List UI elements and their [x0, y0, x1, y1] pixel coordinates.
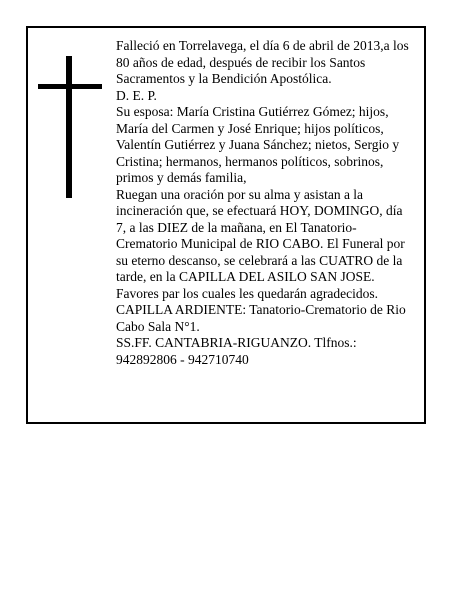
death-notice [26, 26, 426, 424]
rip-line: D. E. P. [116, 87, 157, 103]
cross-horizontal-bar [38, 84, 102, 89]
family-list: Su esposa: María Cristina Gutiérrez Gómez; hijos, María del Carmen y José Enrique; hijos políticos, Valentín Gutiérrez y Juana Sánchez; nietos, Sergio y Cristina; hermanos, hermanos políticos, sobrinos, primos y demás familia, [116, 104, 400, 185]
latin-cross-icon [38, 56, 102, 198]
cross-vertical-bar [66, 56, 72, 198]
death-announcement: Falleció en Torrelavega, el día 6 de abril de 2013,a los 80 años de edad, después de recibir los Santos Sacramentos y la Bendición Apostólica. [116, 38, 409, 86]
service-details: Ruegan una oración por su alma y asistan a la incineración que, se efectuará HOY, DOMINGO, día 7, a las DIEZ de la mañana, en El Tanatorio-Crematorio Municipal de RIO CABO. El Funeral por su eterno descanso, se celebrará a las CUATRO de la tarde, en la CAPILLA DEL ASILO SAN JOSE. Favores par los cuales les quedarán agradecidos. CAPILLA ARDIENTE: Tanatorio-Crematorio de Rio Cabo Sala N°1. [116, 186, 406, 334]
funeral-home-contact: SS.FF. CANTABRIA-RIGUANZO. Tlfnos.: 942892806 - 942710740 [116, 335, 357, 367]
notice-text [116, 38, 416, 368]
